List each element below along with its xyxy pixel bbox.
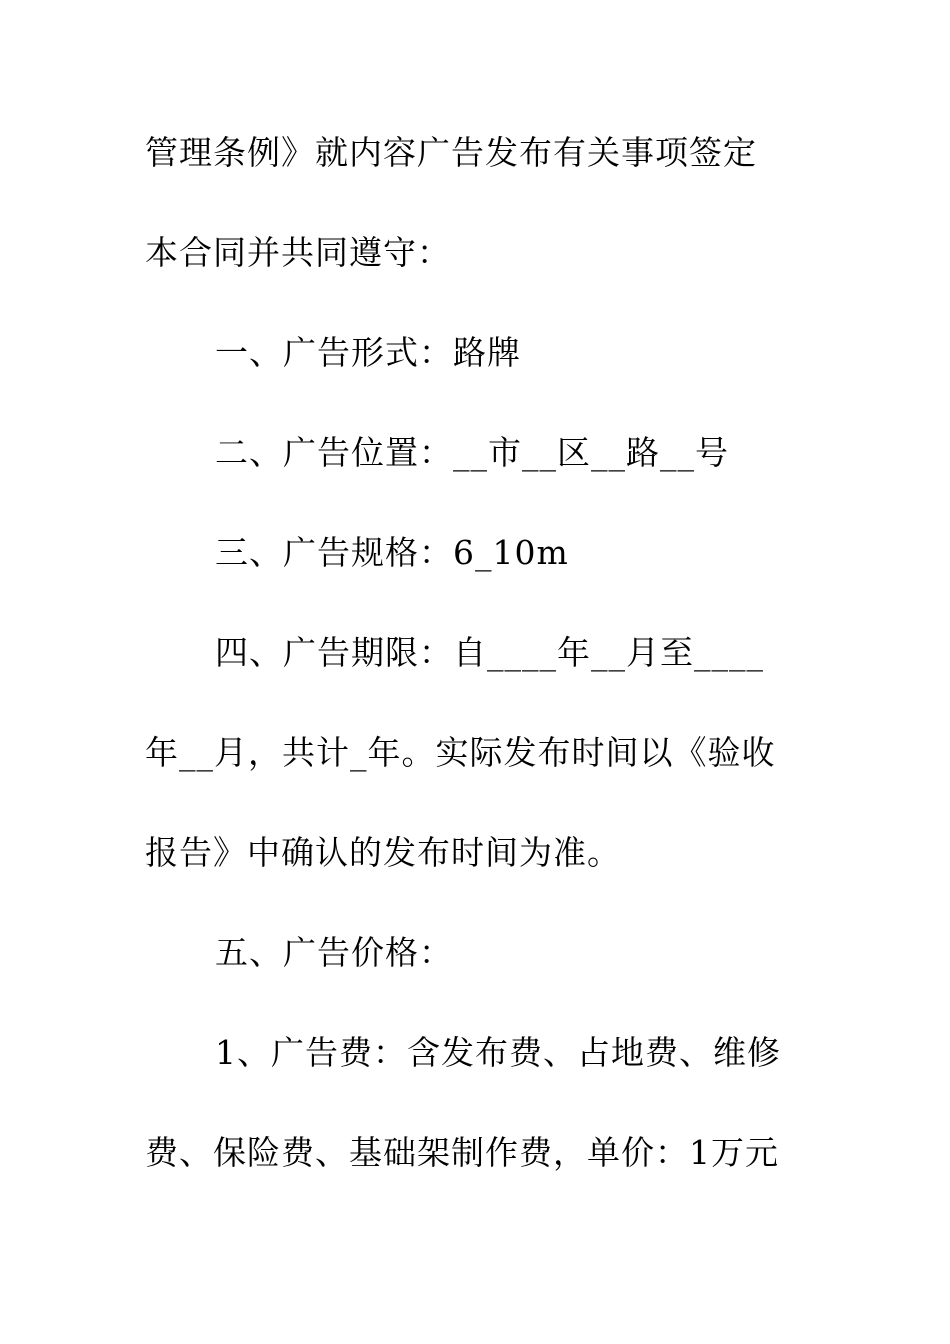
paragraph-line: 报告》中确认的发布时间为准。 xyxy=(145,833,621,872)
clause-advertising-period: 四、广告期限：自____年__月至____ xyxy=(215,633,764,672)
paragraph-line: 管理条例》就内容广告发布有关事项签定 xyxy=(145,133,757,172)
paragraph-line: 费、保险费、基础架制作费，单价：1万元 xyxy=(145,1133,779,1172)
clause-advertising-location: 二、广告位置：__市__区__路__号 xyxy=(215,433,729,472)
clause-advertising-size: 三、广告规格：6_10m xyxy=(215,533,569,572)
clause-advertising-fee: 1、广告费：含发布费、占地费、维修 xyxy=(215,1033,781,1072)
paragraph-line: 本合同并共同遵守： xyxy=(145,233,451,272)
paragraph-line: 年__月，共计_年。实际发布时间以《验收 xyxy=(145,733,776,772)
clause-advertising-price: 五、广告价格： xyxy=(215,933,453,972)
clause-advertising-form: 一、广告形式：路牌 xyxy=(215,333,521,372)
